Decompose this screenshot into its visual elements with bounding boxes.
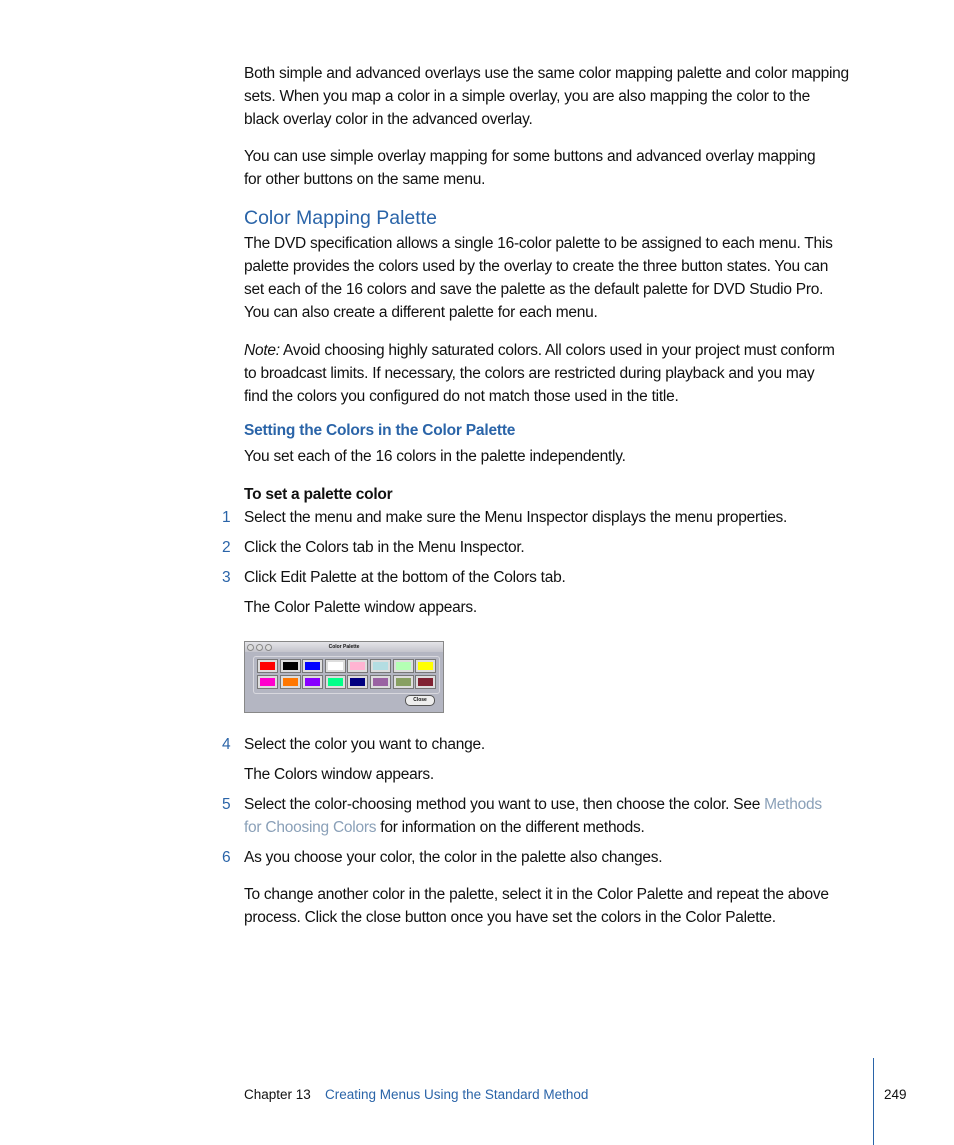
color-swatch (394, 660, 413, 672)
subsection-heading: Setting the Colors in the Color Palette (244, 422, 516, 439)
color-swatch (348, 676, 367, 688)
line: to broadcast limits. If necessary, the colors are restricted during playback and you may (244, 365, 815, 382)
line: black overlay color in the advanced overlay. (244, 111, 533, 128)
step-result: The Color Palette window appears. (244, 599, 477, 616)
color-swatch (416, 660, 435, 672)
line: find the colors you configured do not match those used in the title. (244, 388, 679, 405)
paragraph-repeat (244, 883, 829, 929)
swatch-grid (258, 660, 435, 688)
line: Avoid choosing highly saturated colors. All colors used in your project must conform (279, 342, 835, 359)
color-swatch (303, 660, 322, 672)
close-dot-icon (247, 644, 254, 651)
line: palette provides the colors used by the overlay to create the three button states. You can (244, 258, 829, 275)
step-number: 3 (222, 569, 231, 586)
step-text: Select the menu and make sure the Menu Inspector displays the menu properties. (244, 509, 788, 526)
paragraph-dvd-spec (244, 232, 833, 324)
line: sets. When you map a color in a simple overlay, you are also mapping the color to the (244, 88, 811, 105)
window-titlebar (245, 642, 443, 652)
methods-link[interactable]: Methods (764, 796, 822, 813)
step-text: Select the color you want to change. (244, 736, 485, 753)
close-button: Close (405, 695, 435, 706)
line: You can use simple overlay mapping for some buttons and advanced overlay mapping (244, 148, 816, 165)
footer-chapter-title[interactable]: Creating Menus Using the Standard Method (325, 1087, 589, 1102)
color-swatch (371, 660, 390, 672)
step-text (244, 793, 822, 839)
line: for other buttons on the same menu. (244, 171, 486, 188)
zoom-dot-icon (265, 644, 272, 651)
section-heading: Color Mapping Palette (244, 207, 437, 229)
color-swatch (281, 660, 300, 672)
line: process. Click the close button once you have set the colors in the Color Palette. (244, 909, 776, 926)
window-title: Color Palette (328, 644, 360, 650)
color-swatch (281, 676, 300, 688)
line: To change another color in the palette, select it in the Color Palette and repeat the above (244, 886, 829, 903)
line: The DVD specification allows a single 16-color palette to be assigned to each menu. This (244, 235, 833, 252)
step-number: 4 (222, 736, 231, 753)
step-number: 6 (222, 849, 231, 866)
footer-divider (873, 1058, 874, 1145)
color-swatch (348, 660, 367, 672)
methods-link-cont[interactable]: for Choosing Colors (244, 819, 377, 836)
step-number: 5 (222, 796, 231, 813)
color-swatch (416, 676, 435, 688)
swatch-group (253, 656, 440, 694)
step-number: 1 (222, 509, 231, 526)
note (244, 339, 835, 408)
color-swatch (326, 676, 345, 688)
step-text: As you choose your color, the color in the palette also changes. (244, 849, 663, 866)
color-swatch (258, 676, 277, 688)
color-swatch (326, 660, 345, 672)
line: You can also create a different palette for each menu. (244, 304, 598, 321)
color-swatch (303, 676, 322, 688)
task-heading: To set a palette color (244, 486, 393, 503)
color-swatch (371, 676, 390, 688)
window-controls (247, 644, 272, 651)
paragraph-independent: You set each of the 16 colors in the palette independently. (244, 448, 626, 465)
color-swatch (394, 676, 413, 688)
page-number: 249 (884, 1087, 907, 1102)
minimize-dot-icon (256, 644, 263, 651)
text: for information on the different methods. (376, 819, 645, 836)
color-palette-window-screenshot (244, 641, 444, 713)
step-text: Click Edit Palette at the bottom of the Colors tab. (244, 569, 566, 586)
paragraph-mapping (244, 145, 815, 191)
color-swatch (258, 660, 277, 672)
note-label: Note: (244, 342, 280, 359)
footer-chapter: Chapter 13 (244, 1087, 311, 1102)
line: Both simple and advanced overlays use the same color mapping palette and color mapping (244, 65, 849, 82)
paragraph-overlays (244, 62, 849, 131)
step-result: The Colors window appears. (244, 766, 434, 783)
line: set each of the 16 colors and save the palette as the default palette for DVD Studio Pro. (244, 281, 824, 298)
text: Select the color-choosing method you want to use, then choose the color. See (244, 796, 765, 813)
step-number: 2 (222, 539, 231, 556)
step-text: Click the Colors tab in the Menu Inspector. (244, 539, 525, 556)
